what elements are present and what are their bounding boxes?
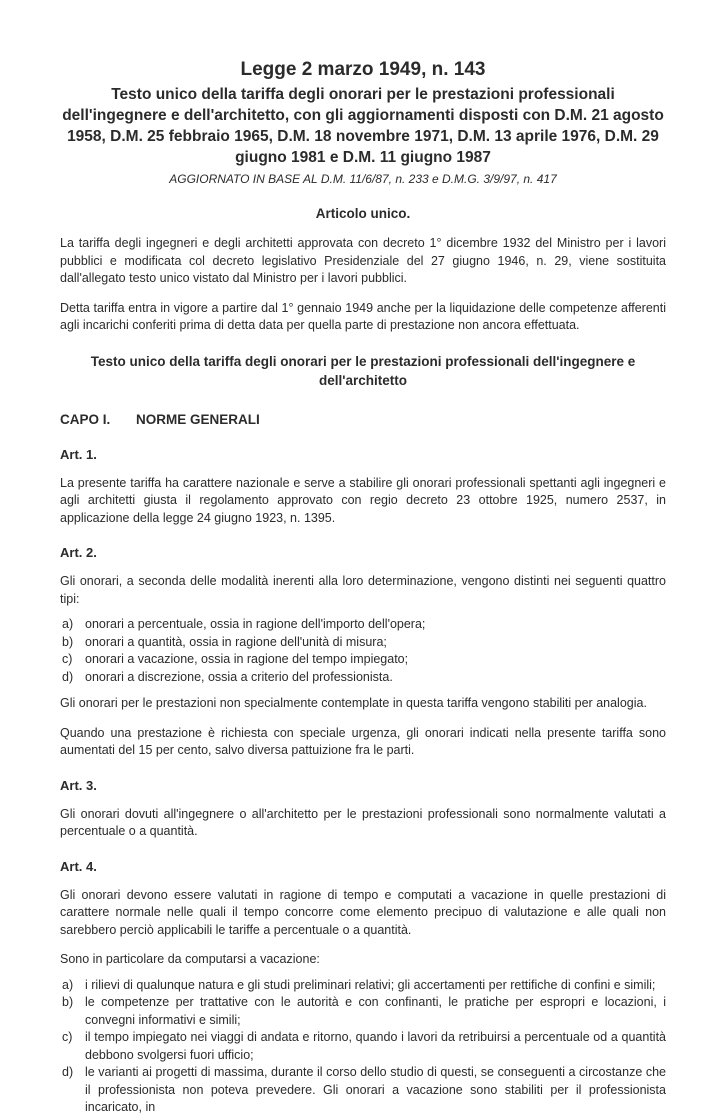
- capo-1-heading: [60, 411, 666, 429]
- list-item: [60, 651, 666, 669]
- article-3-paragraph-1: Gli onorari dovuti all'ingegnere o all'architetto per le prestazioni professionali sono normalmente valutati a percentuale o a quantità.: [60, 806, 666, 838]
- list-item-text: le competenze per trattative con le autorità e con confinanti, le pratiche per espropri e locazioni, i convegni informativi e simili;: [85, 995, 666, 1027]
- list-item-text: le varianti ai progetti di massima, durante il corso dello studio di questi, se conseguenti a circostanze che il professionista non poteva prevedere. Gli onorari a vacazione sono stabiliti per il professionista incaricato, in: [85, 1065, 666, 1114]
- law-title: Legge 2 marzo 1949, n. 143: [240, 59, 486, 80]
- list-item-marker: d): [62, 669, 74, 684]
- list-item-marker: b): [62, 995, 74, 1009]
- list-item: [60, 669, 666, 687]
- article-1-heading: Art. 1.: [60, 446, 97, 462]
- list-item: [60, 616, 666, 634]
- article-1-paragraph-1: La presente tariffa ha carattere nazionale e serve a stabilire gli onorari professionali spettanti agli ingegneri e agli architetti giusta il regolamento approvato con regio decreto 23 ottobre 1925, numero 2537, in applicazione della legge 24 giugno 1923, n. 1395.: [60, 475, 666, 525]
- list-item-marker: a): [62, 977, 74, 992]
- list-item-marker: c): [62, 652, 73, 666]
- article-2-list: [60, 616, 666, 686]
- articolo-unico-paragraph-2: Detta tariffa entra in vigore a partire dal 1° gennaio 1949 anche per la liquidazione delle competenze afferenti agli incarichi conferiti prima di detta data per quella parte di prestazione non ancora effettuata.: [60, 300, 666, 332]
- capo-1-label: CAPO I.: [60, 411, 111, 427]
- article-2-paragraph-2: Gli onorari per le prestazioni non specialmente contemplate in questa tariffa vengono stabiliti per analogia.: [60, 696, 647, 710]
- article-4-list: [60, 977, 666, 1117]
- testo-unico-heading: Testo unico della tariffa degli onorari per le prestazioni professionali dell'ingegnere e dell'architetto: [90, 353, 636, 388]
- capo-1-title: NORME GENERALI: [136, 411, 260, 427]
- list-item-marker: c): [62, 1030, 73, 1044]
- articolo-unico-heading: Articolo unico.: [315, 206, 411, 221]
- article-3-heading: Art. 3.: [60, 777, 97, 793]
- list-item-marker: d): [62, 1065, 74, 1079]
- article-2-heading: Art. 2.: [60, 545, 97, 560]
- law-subtitle: Testo unico della tariffa degli onorari per le prestazioni professionali dell'ingegnere e dell'architetto, con gli aggiornamenti disposti con D.M. 21 agosto 1958, D.M. 25 febbraio 1965, D.M. 18 novembre 1971, D.M. 13 aprile 1976, D.M. 29 giugno 1981 e D.M. 11 giugno 1987: [62, 86, 664, 166]
- article-2-intro: Gli onorari, a seconda delle modalità inerenti alla loro determinazione, vengono distinti nei seguenti quattro tipi:: [60, 574, 666, 606]
- article-2-paragraph-3: Quando una prestazione è richiesta con speciale urgenza, gli onorari indicati nella presente tariffa sono aumentati del 15 per cento, salvo diversa pattuizione fra le parti.: [60, 725, 666, 757]
- articolo-unico-paragraph-1: La tariffa degli ingegneri e degli architetti approvata con decreto 1° dicembre 1932 del Ministro per i lavori pubblici e modificata col decreto legislativo Presidenziale del 27 giugno 1946, n. 29, viene sostituita dall'allegato testo unico vistato dal Ministro per i lavori pubblici.: [60, 236, 666, 285]
- list-item-text: onorari a vacazione, ossia in ragione del tempo impiegato;: [85, 652, 409, 666]
- list-item-marker: a): [62, 617, 74, 631]
- list-item-text: onorari a discrezione, ossia a criterio del professionista.: [85, 669, 393, 684]
- list-item: [60, 1064, 666, 1117]
- list-item-text: i rilievi di qualunque natura e gli studi preliminari relativi; gli accertamenti per rettifiche di confini e simili;: [85, 977, 656, 992]
- list-item-text: onorari a quantità, ossia in ragione dell'unità di misura;: [85, 634, 387, 649]
- article-4-paragraph-2: Sono in particolare da computarsi a vacazione:: [60, 952, 320, 966]
- list-item: [60, 1029, 666, 1064]
- list-item-text: il tempo impiegato nei viaggi di andata e ritorno, quando i lavori da retribuirsi a percentuale od a quantità debbono svolgersi fuori ufficio;: [85, 1030, 666, 1062]
- article-4-paragraph-1: Gli onorari devono essere valutati in ragione di tempo e computati a vacazione in quelle prestazioni di carattere normale nelle quali il tempo concorre come elemento precipuo di valutazione e alle quali non sarebbero perciò applicabili le tariffe a percentuale o a quantità.: [60, 887, 666, 937]
- list-item-text: onorari a percentuale, ossia in ragione dell'importo dell'opera;: [85, 617, 426, 631]
- list-item-marker: b): [62, 634, 74, 649]
- article-4-heading: Art. 4.: [60, 858, 97, 874]
- list-item: [60, 977, 666, 995]
- list-item: [60, 634, 666, 652]
- update-note: AGGIORNATO IN BASE AL D.M. 11/6/87, n. 233 e D.M.G. 3/9/97, n. 417: [169, 172, 557, 186]
